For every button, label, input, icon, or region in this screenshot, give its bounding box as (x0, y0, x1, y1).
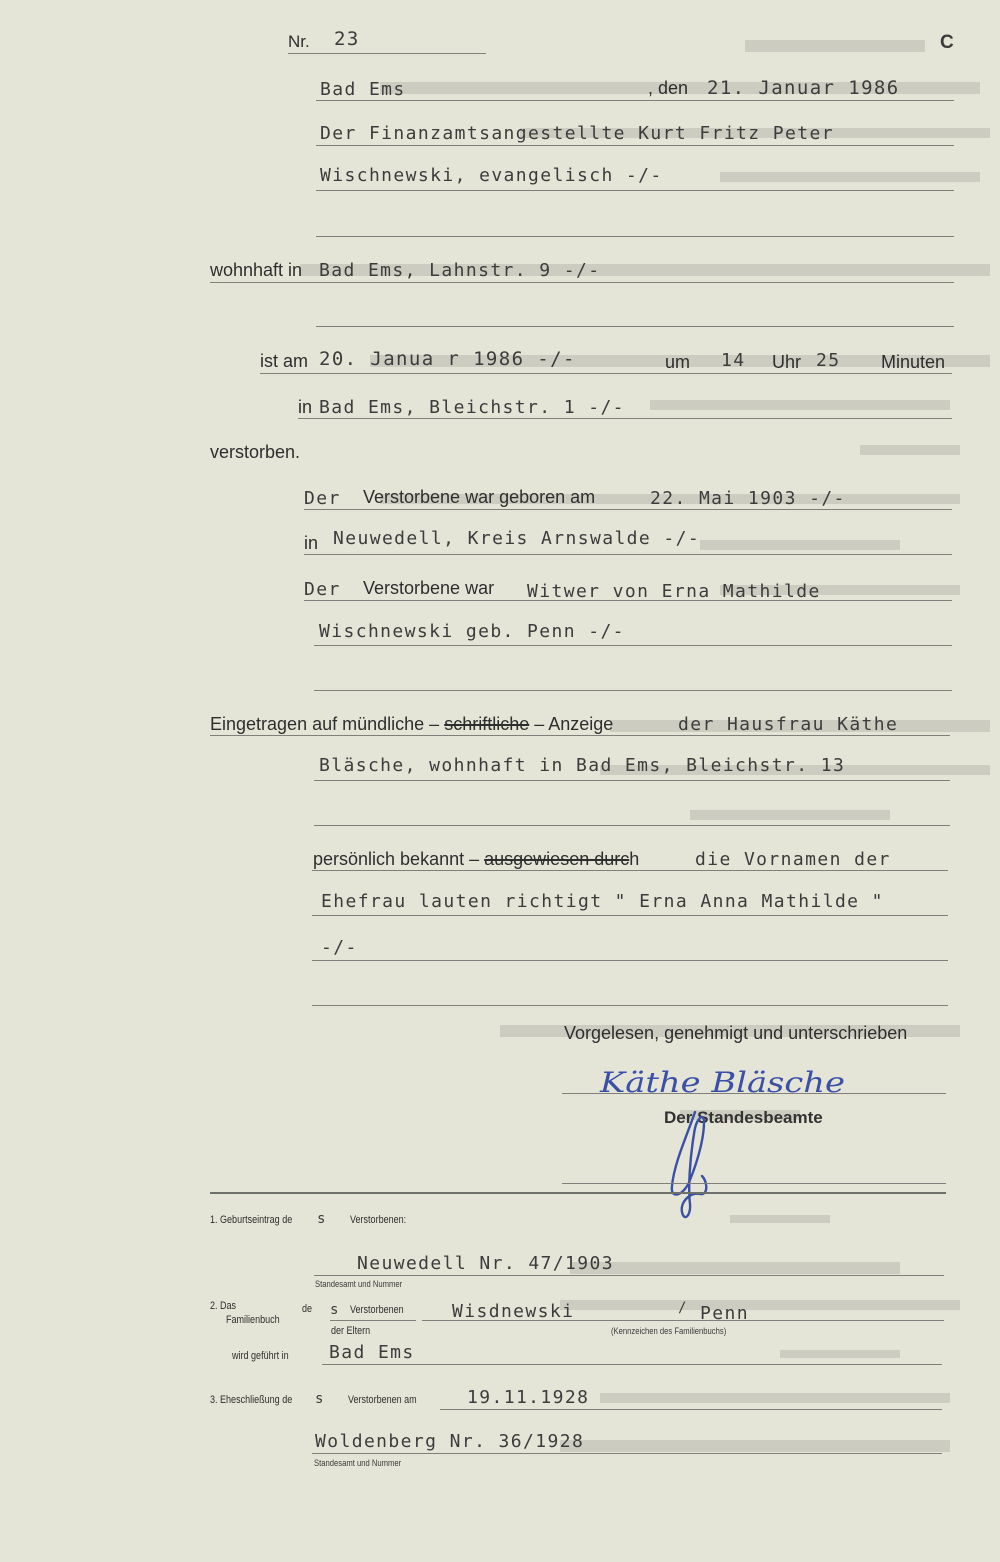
place-date-line (316, 100, 954, 101)
identification-rule-2 (312, 915, 948, 916)
uhr-label: Uhr (772, 352, 802, 372)
official-signature-line (562, 1183, 946, 1184)
footer-item2-s: s (330, 1302, 340, 1318)
death-place-rule (298, 418, 952, 419)
birth-place-value: Neuwedell, Kreis Arnswalde -/- (333, 528, 701, 549)
footer-item3-caption: Standesamt und Nummer (314, 1458, 402, 1468)
marital-line-1: Witwer von Erna Mathilde (527, 581, 821, 602)
footer-item2-kept-rule (322, 1364, 942, 1365)
nr-label: Nr. (288, 32, 310, 51)
birth-label: Verstorbene war geboren am (363, 487, 596, 507)
blank-line-5 (312, 1005, 948, 1006)
informant-signature-line (562, 1093, 946, 1094)
death-date-rule (260, 373, 952, 374)
death-place-label: in (298, 397, 313, 417)
footer-item1-rule (314, 1275, 944, 1276)
person-line-1: Der Finanzamtsangestellte Kurt Fritz Peter (320, 123, 834, 144)
footer-item2-kept-value: Bad Ems (329, 1342, 415, 1363)
minuten-label: Minuten (881, 352, 946, 372)
residence-label: wohnhaft in (210, 260, 303, 280)
person-line-1-rule (316, 145, 954, 146)
death-date-value: 20. Janua r 1986 -/- (319, 348, 576, 370)
registration-line-2: Bläsche, wohnhaft in Bad Ems, Bleichstr. 13 (319, 755, 846, 776)
marital-label: Verstorbene war (363, 578, 495, 598)
blank-line-1 (316, 236, 954, 237)
death-minutes: 25 (816, 350, 841, 371)
footer-item2-verstorbenen: Verstorbenen (350, 1304, 404, 1316)
birth-date-value: 22. Mai 1903 -/- (650, 488, 846, 509)
verstorben-label: verstorben. (210, 442, 301, 462)
footer-item1-suffix: Verstorbenen: (350, 1214, 407, 1226)
informant-signature (598, 1064, 858, 1104)
place-value: Bad Ems (320, 79, 406, 100)
den-label: , den (648, 78, 689, 98)
footer-item2-mid-rule (330, 1320, 416, 1321)
registration-rule-2 (314, 780, 950, 781)
footer-item2-de: de (302, 1303, 313, 1315)
nr-line (288, 53, 486, 54)
identification-label-start: persönlich bekannt – (313, 849, 480, 869)
marital-line-2: Wischnewski geb. Penn -/- (319, 621, 625, 642)
footer-item2-eltern: der Eltern (331, 1325, 371, 1337)
marital-rule-1 (304, 600, 952, 601)
person-line-2-rule (316, 190, 954, 191)
person-line-2: Wischnewski, evangelisch -/- (320, 165, 663, 186)
footer-item2-slash: / (678, 1300, 688, 1316)
footer-item2-name2: Penn (700, 1303, 749, 1324)
birth-date-rule (304, 509, 952, 510)
footer-item3-label: 3. Eheschließung de (210, 1394, 293, 1406)
residence-value: Bad Ems, Lahnstr. 9 -/- (319, 260, 601, 281)
footer-item1-s: s (317, 1211, 327, 1227)
footer-item3-suffix: Verstorbenen am (348, 1394, 417, 1406)
official-signature (660, 1108, 740, 1228)
footer-separator (210, 1192, 946, 1194)
official-label: Der Standesbeamte (664, 1108, 823, 1127)
identification-rule-3 (312, 960, 948, 961)
um-label: um (665, 352, 691, 372)
informant-signature-text: Käthe Bläsche (598, 1066, 845, 1099)
identification-label (313, 849, 639, 870)
footer-item2-rule (422, 1320, 944, 1321)
registration-label-struck: schriftliche (444, 714, 530, 734)
footer-item2-kept-label: wird geführt in (232, 1350, 289, 1362)
registration-line-1: der Hausfrau Käthe (678, 714, 899, 735)
read-approved-text: Vorgelesen, genehmigt und unterschrieben (564, 1023, 908, 1043)
blank-line-2 (316, 326, 954, 327)
registration-label-start: Eingetragen auf mündliche – (210, 714, 440, 734)
identification-line-3: -/- (321, 937, 358, 958)
footer-item3-rule (312, 1453, 942, 1454)
registration-rule-1 (210, 735, 950, 736)
registration-label (210, 714, 613, 735)
footer-item2-caption: (Kennzeichen des Familienbuchs) (611, 1326, 727, 1336)
blank-line-3 (314, 690, 952, 691)
footer-item3-date-rule (440, 1409, 942, 1410)
corner-letter: C (940, 32, 954, 53)
blank-line-4 (314, 825, 950, 826)
identification-line-1: die Vornamen der (695, 849, 891, 870)
identification-line-2: Ehefrau lauten richtigt " Erna Anna Mathilde " (321, 891, 884, 912)
footer-item2-name1: Wisdnewski (452, 1301, 575, 1322)
footer-item1-value: Neuwedell Nr. 47/1903 (357, 1253, 614, 1274)
footer-item2-num: 2. Das (210, 1300, 237, 1312)
residence-rule (210, 282, 954, 283)
footer-item2-label: Familienbuch (226, 1314, 280, 1326)
date-value: 21. Januar 1986 (707, 77, 900, 99)
footer-item3-s: s (315, 1391, 325, 1407)
marital-prefix-typed: Der (304, 579, 341, 600)
footer-item3-value: Woldenberg Nr. 36/1928 (315, 1431, 585, 1452)
nr-value: 23 (334, 28, 360, 50)
footer-item3-date: 19.11.1928 (467, 1387, 590, 1408)
birth-place-rule (304, 554, 952, 555)
identification-label-struck: ausgewiesen durc (484, 849, 630, 869)
death-date-label: ist am (260, 351, 309, 371)
death-hour: 14 (721, 350, 746, 371)
marital-rule-2 (314, 645, 952, 646)
birth-prefix-typed: Der (304, 488, 341, 509)
identification-label-end: h (629, 849, 640, 869)
death-place-value: Bad Ems, Bleichstr. 1 -/- (319, 397, 625, 418)
footer-item1-label: 1. Geburtseintrag de (210, 1214, 293, 1226)
birth-place-label: in (304, 533, 319, 553)
registration-label-end: – Anzeige (534, 714, 614, 734)
identification-rule-1 (312, 870, 948, 871)
footer-item1-caption: Standesamt und Nummer (315, 1279, 403, 1289)
